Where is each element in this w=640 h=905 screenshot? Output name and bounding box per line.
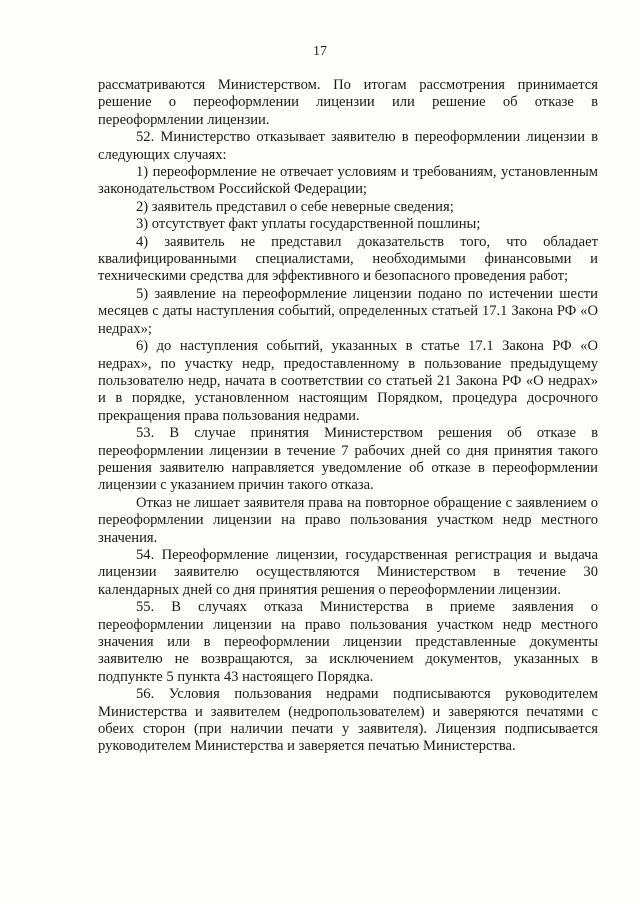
paragraph: 52. Министерство отказывает заявителю в переоформлении лицензии в следующих случаях: [98,129,598,163]
paragraph: Отказ не лишает заявителя права на повторное обращение с заявлением о переоформлении лицензии на право пользования участком недр местного значения. [98,494,598,546]
paragraph: 53. В случае принятия Министерством решения об отказе в переоформлении лицензии в течение 7 рабочих дней со дня принятия такого решения заявителю направляется уведомление об отказе в переоформлении лицензии с указанием причин такого отказа. [98,425,598,494]
paragraph: 2) заявитель представил о себе неверные сведения; [136,198,454,215]
page-number: 17 [313,44,327,59]
paragraph: 6) до наступления событий, указанных в статье 17.1 Закона РФ «О недрах», по участку недр, предоставленному в пользование предыдущему пользователю недр, начата в соответствии со статьей 21 Закона РФ «О недрах» и в порядке, установленном настоящим Порядком, процедура досрочного прекращения права пользования недрами. [98,338,598,424]
document-body [98,77,598,756]
paragraph: 55. В случаях отказа Министерства в приеме заявления о переоформлении лицензии на право пользования участком недр местного значения или в переоформлении лицензии представленные документы заявителю не возвращаются, за исключением документов, указанных в подпункте 5 пункта 43 настоящего Порядка. [98,599,598,685]
paragraph: 54. Переоформление лицензии, государственная регистрация и выдача лицензии заявителю осуществляются Министерством в течение 30 календарных дней со дня принятия решения о переоформлении лицензии. [98,546,598,598]
paragraph: 56. Условия пользования недрами подписываются руководителем Министерства и заявителем (недропользователем) и заверяются печатями с обеих сторон (при наличии печати у заявителя). Лицензия подписывается руководителем Министерства и заверяется печатью Министерства. [98,686,598,755]
paragraph: 5) заявление на переоформление лицензии подано по истечении шести месяцев с даты наступления событий, определенных статьей 17.1 Закона РФ «О недрах»; [98,285,598,337]
paragraph: 1) переоформление не отвечает условиям и требованиям, установленным законодательством Российской Федерации; [98,164,598,198]
paragraph: 4) заявитель не представил доказательств того, что обладает квалифицированными специалистами, необходимыми финансовыми и техническими средства для эффективного и безопасного проведения работ; [98,233,598,285]
paragraph: рассматриваются Министерством. По итогам рассмотрения принимается решение о переоформлении лицензии или решение об отказе в переоформлении лицензии. [98,77,598,128]
paragraph: 3) отсутствует факт уплаты государственной пошлины; [136,216,481,233]
